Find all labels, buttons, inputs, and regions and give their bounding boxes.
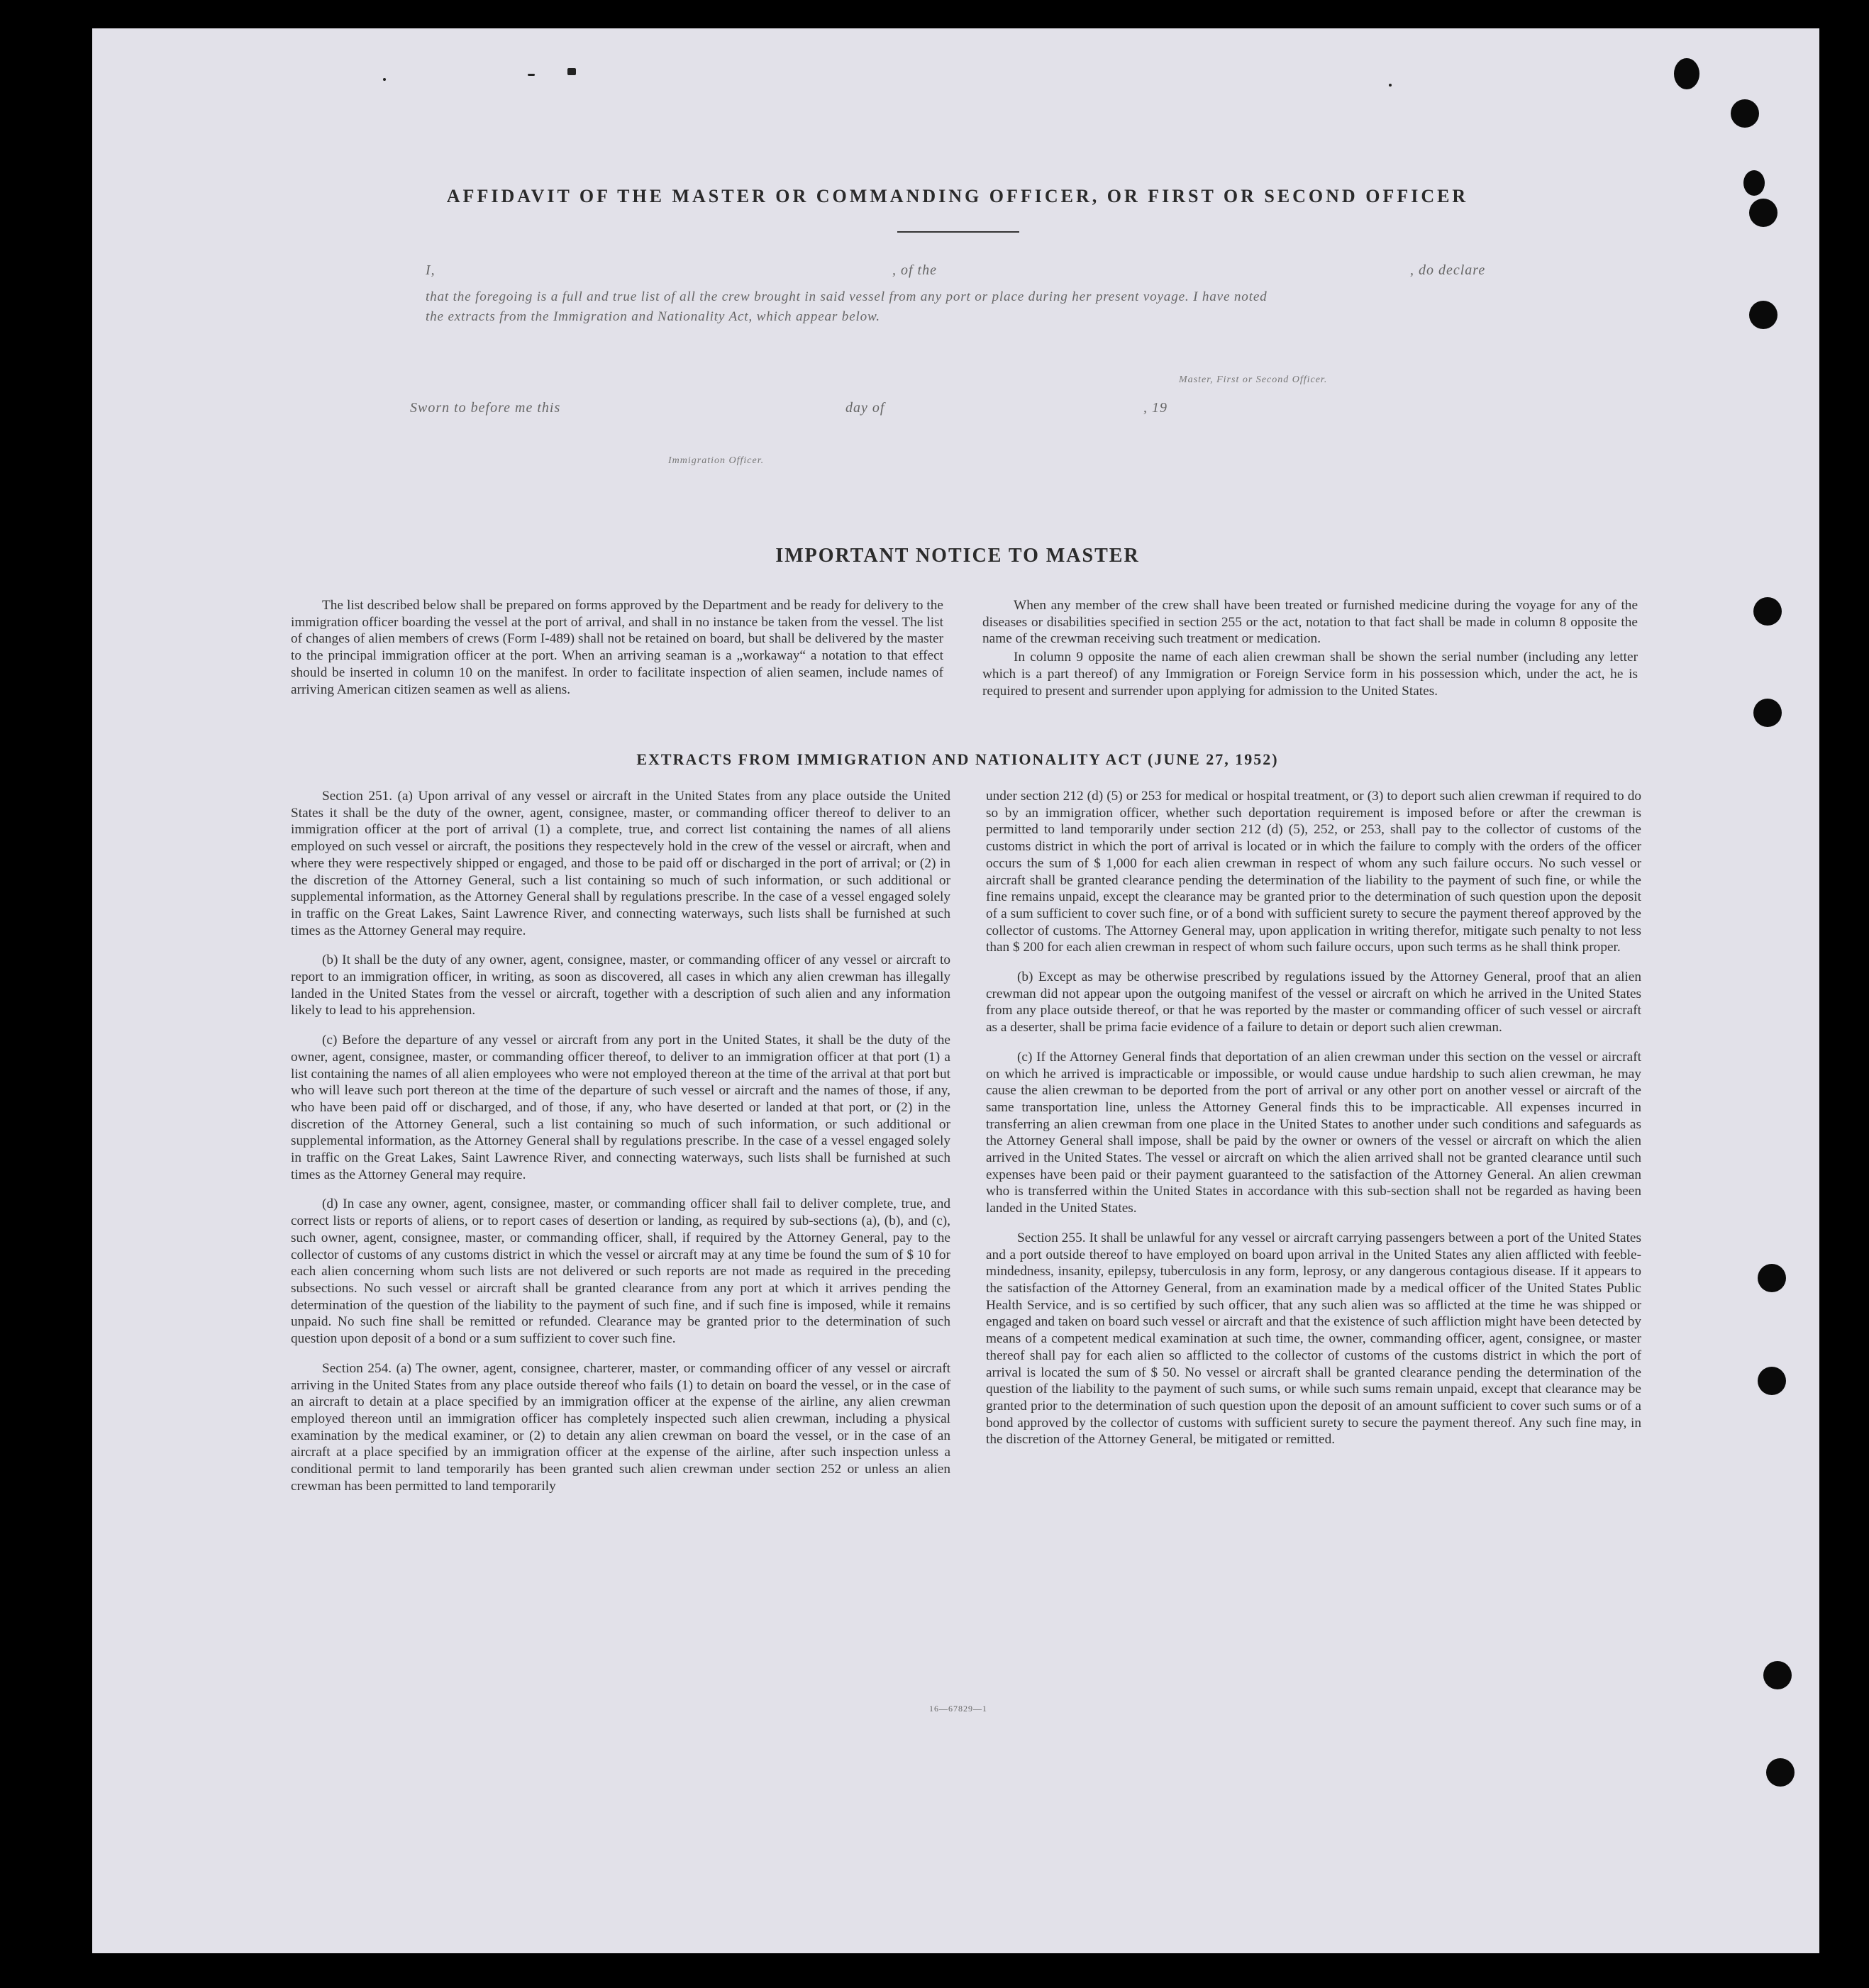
- statute-paragraph: Section 255. It shall be unlawful for any vessel or aircraft carrying passengers between a port of the United States and a port outside thereof to have employed on board upon arrival in the United States any alien afflicted with feeble-mindedness, insanity, epilepsy, tuberculosis in any form, leprosy, or any dangerous contagious disease. If it appears to the satisfaction of the Attorney General, from an examination made by a medical officer of the United States Public Health Service, and is so certified by such officer, that any such alien was so afflicted at the time he was shipped or engaged and taken on board such vessel or aircraft and that the existence of such affliction might have been detected by means of a competent medical examination at such time, the owner, commanding officer, agent, consignee, or master thereof shall pay for each alien so afflicted to the collector of customs of the customs district in which the port of arrival is located the sum of $ 50. No vessel or aircraft shall be granted clearance pending the determination of the question of the liability to the payment of such sums, or while such sums remain unpaid, except that clearance may be granted prior to the determination of such question upon the deposit of an amount sufficient to cover such sums or of a bond approved by the collector of customs with sufficient surety to secure the payment thereof. Any such fine may, in the discretion of the Attorney General, be mitigated or remitted.: [986, 1230, 1641, 1448]
- punch-hole: [1763, 1661, 1792, 1689]
- punch-hole: [1766, 1758, 1795, 1787]
- affidavit-statement-2: the extracts from the Immigration and Nationality Act, which appear below.: [426, 309, 880, 324]
- statute-paragraph: (c) If the Attorney General finds that deportation of an alien crewman under this section on the vessel or aircraft on which he arrived is impracticable or impossible, or would cause undue hardship to such alien crewman, he may cause the alien crewman to be deported from the port of arrival or any other port on another vessel or aircraft of the same transportation line, unless the Attorney General finds this to be impracticable. All expenses incurred in transferring an alien crewman from one place in the United States to another under such conditions and safeguards as the Attorney General shall impose, shall be paid by the owner or owners of the vessel or aircraft on which the alien arrived in the United States. The vessel or aircraft on which the alien arrived shall not be granted clearance until such expenses have been paid or their payment guaranteed to the satisfaction of the Attorney General. An alien crewman who is transferred within the United States in accordance with this sub-section shall not be regarded as having been landed in the United States.: [986, 1049, 1641, 1216]
- punch-hole: [1749, 301, 1778, 329]
- notice-paragraph: When any member of the crew shall have been treated or furnished medicine during the voyage for any of the diseases or disabilities specified in section 255 or the act, notation to that fact shall be made in column 8 opposite the name of the crewman receiving such treatment or medication.: [982, 598, 1638, 647]
- day-of-label: day of: [845, 400, 885, 416]
- ink-speck: [567, 68, 576, 75]
- statute-paragraph: Section 251. (a) Upon arrival of any vessel or aircraft in the United States from any place outside the United States it shall be the duty of the owner, agent, consignee, master, or commanding officer thereof to deliver to an immigration officer at the port of arrival (1) a complete, true, and correct list containing the names of all aliens employed on such vessel or aircraft, the positions they respectevely hold in the crew of the vessel or aircraft, when and where they were respectively shipped or engaged, and those to be paid off or discharged in the port of arrival; or (2) in the discretion of the Attorney General, such a list containing so much of such information, or such additional or supplemental information, as the Attorney General shall by regulations prescribe. In the case of a vessel engaged solely in traffic on the Great Lakes, Saint Lawrence River, and connecting waterways, such lists shall be furnished at such times as the Attorney General may require.: [291, 789, 950, 938]
- year-label: , 19: [1143, 400, 1168, 416]
- statute-paragraph: (c) Before the departure of any vessel or aircraft from any port in the United States, it shall be the duty of the owner, agent, consignee, master, or commanding officer thereof, to deliver to an immigration officer at that port (1) a list containing the names of all alien employees who were not employed thereon at the time of the arrival at that port but who will leave such port thereon at the time of the departure of such vessel or aircraft and the names of those, if any, who have been paid off or discharged, and of those, if any, who have deserted or landed at that port, or (2) in the discretion of the Attorney General, such a list containing so much of such information, or such additional or supplemental information, as the Attorney General shall by regulations prescribe. In the case of a vessel engaged solely in traffic on the Great Lakes, Saint Lawrence River, and connecting waterways, such lists shall be furnished at such times as the Attorney General may require.: [291, 1033, 950, 1182]
- notice-left-column: [291, 597, 943, 699]
- notice-title: IMPORTANT NOTICE TO MASTER: [775, 545, 1140, 567]
- ink-speck: [528, 74, 535, 76]
- punch-hole: [1758, 1367, 1786, 1395]
- punch-hole: [1731, 99, 1759, 128]
- ink-speck: [383, 78, 386, 81]
- form-code: 16—67829—1: [929, 1704, 987, 1714]
- immigration-officer-label: Immigration Officer.: [668, 455, 765, 466]
- extracts-left-column: [291, 788, 950, 1507]
- statute-paragraph: (b) It shall be the duty of any owner, agent, consignee, master, or commanding officer of any vessel or aircraft to report to an immigration officer, in writing, as soon as discovered, all cases in which any alien crewman has illegally landed in the United States from the vessel or aircraft, together with a description of such alien and any information likely to lead to his apprehension.: [291, 953, 950, 1018]
- notice-paragraph: In column 9 opposite the name of each alien crewman shall be shown the serial number (including any letter which is a part thereof) of any Immigration or Foreign Service form in his possession which, under the act, he is required to present and surrender upon applying for admission to the United States.: [982, 650, 1638, 699]
- punch-hole: [1753, 597, 1782, 626]
- notice-right-column: [982, 597, 1638, 701]
- statute-paragraph: Section 254. (a) The owner, agent, consignee, charterer, master, or commanding officer of any vessel or aircraft arriving in the United States from any place outside thereof who fails (1) to detain on board the vessel, or in the case of an aircraft to detain at a place specified by an immigration officer at the expense of the airline, any alien crewman employed thereon until an immigration officer has completely inspected such alien crewman, including a physical examination by the medical examiner, or (2) to detain any alien crewman on board the vessel, or in the case of an aircraft at a place specified by an immigration officer at the expense of the airline, after such inspection unless a conditional permit to land temporarily has been granted such alien crewman under section 252 or unless an alien crewman has been permitted to land temporarily: [291, 1360, 950, 1494]
- affidavit-statement: that the foregoing is a full and true list of all the crew brought in said vessel from any port or place during her present voyage. I have noted: [426, 289, 1268, 304]
- title-rule: [897, 231, 1019, 233]
- affidavit-line-i: I,: [426, 262, 436, 278]
- punch-hole: [1753, 699, 1782, 727]
- affidavit-line-of: , of the: [892, 262, 937, 278]
- notice-paragraph: The list described below shall be prepared on forms approved by the Department and be ready for delivery to the immigration officer boarding the vessel at the port of arrival, and shall in no instance be taken from the vessel. The list of changes of alien members of crews (Form I-489) shall not be retained on board, but shall be delivered by the master to the principal immigration officer at the port. When an arriving seaman is a „workaway“ a notation to that effect should be inserted in column 10 on the manifest. In order to facilitate inspection of alien seamen, include names of arriving American citizen seamen as well as aliens.: [291, 598, 943, 697]
- ink-speck: [1389, 84, 1392, 87]
- punch-hole: [1674, 58, 1699, 89]
- punch-hole: [1758, 1264, 1786, 1292]
- extracts-right-column: [986, 788, 1641, 1461]
- statute-paragraph: under section 212 (d) (5) or 253 for medical or hospital treatment, or (3) to deport such alien crewman if required to do so by an immigration officer, whether such deportation requirement is imposed before or after the crewman is permitted to land temporarily under section 212 (d) (5), 252, or 253, shall pay to the collector of customs of the customs district in which the port of arrival is located or in which the failure to comply with the orders of the officer occurs the sum of $ 1,000 for each alien crewman in respect of whom any such failure occurs. No such vessel or aircraft shall be granted clearance pending the determination of the liability to the payment of such fine, or while the fine remains unpaid, except the clearance may be granted prior to the determination of such question upon the deposit of a sum sufficient to cover such fine, or of a bond with sufficient surety to secure the payment thereof approved by the collector of customs. The Attorney General may, upon application in writing therefor, mitigate such penalty to not less than $ 200 for each alien crewman in respect of whom such failure occurs, upon such terms as he shall think proper.: [986, 789, 1641, 955]
- statute-paragraph: (b) Except as may be otherwise prescribed by regulations issued by the Attorney General, proof that an alien crewman did not appear upon the outgoing manifest of the vessel or aircraft on which he arrived in the United States from any place outside thereof, or that he was reported by the master or commanding officer of such vessel or aircraft as a deserter, shall be prima facie evidence of a failure to detain or deport such alien crewman.: [986, 970, 1641, 1035]
- sworn-label: Sworn to before me this: [410, 400, 561, 416]
- extracts-title: EXTRACTS FROM IMMIGRATION AND NATIONALITY ACT (JUNE 27, 1952): [636, 750, 1279, 768]
- affidavit-line-declare: , do declare: [1410, 262, 1486, 278]
- master-signature-label: Master, First or Second Officer.: [1179, 374, 1328, 385]
- affidavit-title: AFFIDAVIT OF THE MASTER OR COMMANDING OFFICER, OR FIRST OR SECOND OFFICER: [446, 186, 1469, 206]
- statute-paragraph: (d) In case any owner, agent, consignee, master, or commanding officer shall fail to deliver complete, true, and correct lists or reports of aliens, or to report cases of desertion or landing, as required by sub-sections (a), (b), and (c), such owner, agent, consignee, master, or commanding officer, shall, if required by the Attorney General, pay to the collector of customs of any customs district in which the vessel or aircraft may at any time be found the sum of $ 10 for each alien concerning whom such lists are not delivered or such reports are not made as required in the preceding subsections. No such vessel or aircraft shall be granted clearance from any port at which it arrives pending the determination of the question of the liability to the payment of such fine, and if such fine is imposed, while it remains unpaid. No such fine shall be remitted or refunded. Clearance may be granted prior to the determination of such question upon deposit of a bond or a sum suffizient to cover such fine.: [291, 1196, 950, 1347]
